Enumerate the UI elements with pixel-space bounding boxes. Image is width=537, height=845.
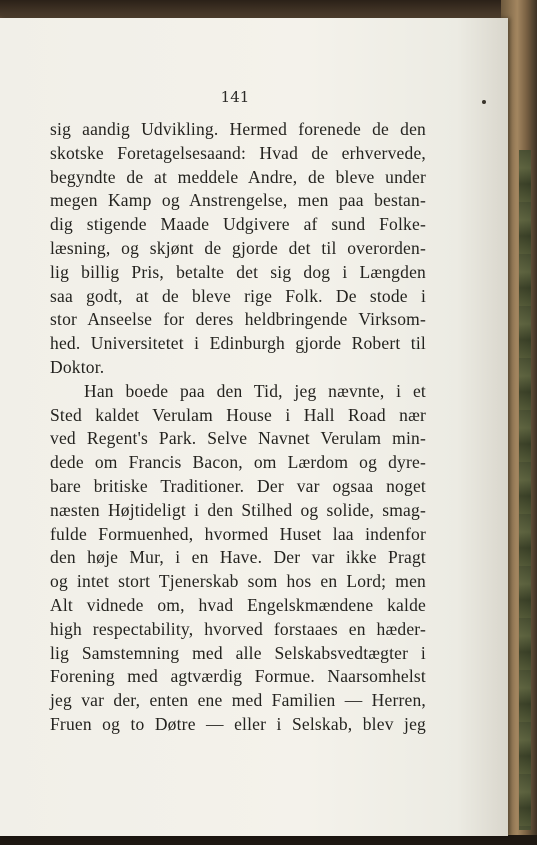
text-line: begyndte de at meddele Andre, de bleve under	[50, 166, 426, 187]
paragraph-1	[50, 118, 426, 380]
text-line: stor Anseelse for deres heldbringende Virksom-	[50, 309, 426, 330]
paragraph-2	[50, 380, 426, 737]
text-line: dig stigende Maade Udgivere af sund Folke-	[50, 214, 426, 235]
text-line: Forening med agtværdig Formue. Naarsomhelst	[50, 666, 426, 687]
text-line: hed. Universitetet i Edinburgh gjorde Robert til	[50, 333, 426, 354]
bottom-page-edge	[0, 835, 537, 845]
text-line: lig billig Pris, betalte det sig dog i Længden	[50, 261, 426, 282]
text-line: jeg var der, enten ene med Familien — Herren,	[50, 690, 426, 711]
text-line: saa godt, at de bleve rige Folk. De stode i	[50, 285, 426, 306]
text-line: high respectability, hvorved forstaaes en hæder-	[50, 618, 426, 639]
page-number: 141	[220, 88, 250, 106]
text-line: Han boede paa den Tid, jeg nævnte, i et	[84, 380, 426, 401]
text-line: Doktor.	[50, 356, 105, 377]
text-line: bare britiske Traditioner. Der var ogsaa noget	[50, 475, 426, 496]
text-line: megen Kamp og Anstrengelse, men paa bestan-	[50, 190, 426, 211]
text-line: Alt vidnede om, hvad Engelskmændene kalde	[50, 594, 426, 615]
body-text	[50, 118, 426, 737]
text-line: lig Samstemning med alle Selskabsvedtægter i	[50, 642, 426, 663]
text-line: og intet stort Tjenerskab som hos en Lord; men	[50, 571, 426, 592]
text-line: den høje Mur, i en Have. Der var ikke Pragt	[50, 547, 426, 568]
text-line: næsten Højtideligt i den Stilhed og solide, smag-	[50, 499, 426, 520]
text-line: skotske Foretagelsesaand: Hvad de erhvervede,	[50, 142, 426, 163]
ink-speck	[482, 100, 486, 104]
text-line: Fruen og to Døtre — eller i Selskab, blev jeg	[50, 713, 426, 734]
binding-texture	[519, 150, 531, 830]
text-line: læsning, og skjønt de gjorde det til overorden-	[50, 237, 426, 258]
text-line: Sted kaldet Verulam House i Hall Road nær	[50, 404, 426, 425]
text-line: sig aandig Udvikling. Hermed forenede de den	[50, 119, 426, 139]
text-line: ved Regent's Park. Selve Navnet Verulam min-	[50, 428, 426, 449]
text-line: fulde Formuenhed, hvormed Huset laa indenfor	[50, 523, 426, 544]
text-line: dede om Francis Bacon, om Lærdom og dyre-	[50, 452, 426, 473]
book-page	[0, 18, 508, 836]
